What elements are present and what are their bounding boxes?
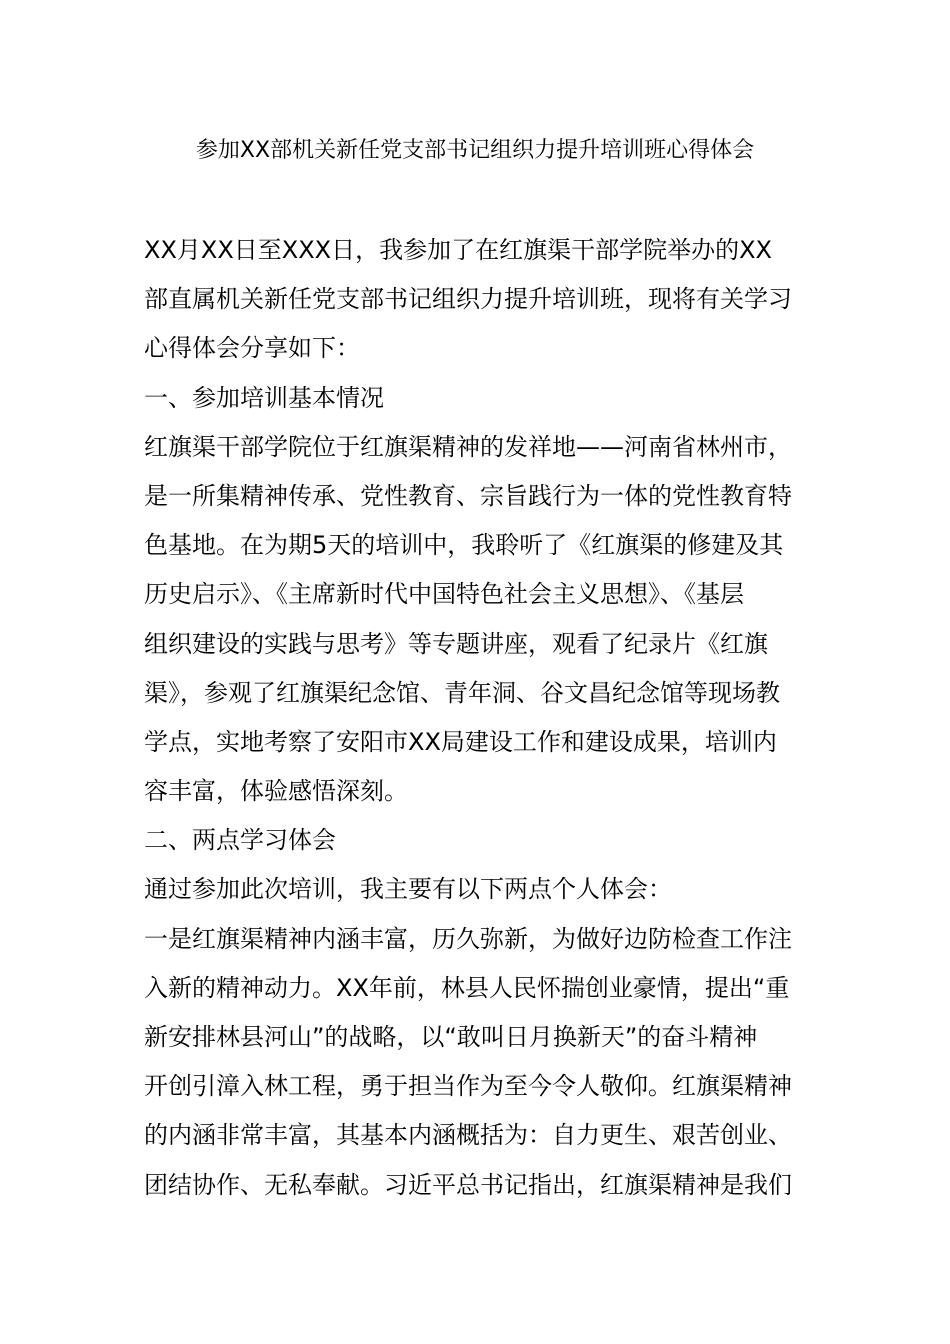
body-line: 历史启示》、《主席新时代中国特色社会主义思想》、《基层 <box>144 580 744 609</box>
section-heading-2: 二、两点学习体会 <box>144 826 336 855</box>
body-line: 是一所集精神传承、党性教育、宗旨践行为一体的党性教育特 <box>144 481 792 510</box>
body-line: 心得体会分享如下： <box>144 334 360 363</box>
body-line: 组织建设的实践与思考》等专题讲座，观看了纪录片《红旗 <box>144 629 768 658</box>
body-line: 团结协作、无私奉献。习近平总书记指出，红旗渠精神是我们 <box>144 1170 792 1199</box>
document-title: 参加XX部机关新任党支部书记组织力提升培训班心得体会 <box>195 138 755 163</box>
body-line: 新安排林县河山”的战略，以“敢叫日月换新天”的奋斗精神 <box>144 1023 758 1051</box>
body-line: 学点，实地考察了安阳市XX局建设工作和建设成果，培训内 <box>144 727 777 756</box>
body-line: 开创引漳入林工程，勇于担当作为至今令人敬仰。红旗渠精神 <box>144 1072 792 1101</box>
body-line: 一是红旗渠精神内涵丰富，历久弥新，为做好边防检查工作注 <box>144 924 792 953</box>
body-line: 红旗渠干部学院位于红旗渠精神的发祥地——河南省林州市， <box>144 432 792 461</box>
body-line: 容丰富，体验感悟深刻。 <box>144 777 408 806</box>
body-line: 色基地。在为期5天的培训中，我聆听了《红旗渠的修建及其 <box>144 531 784 560</box>
section-heading-1: 一、参加培训基本情况 <box>144 383 384 412</box>
body-line: 通过参加此次培训，我主要有以下两点个人体会： <box>144 875 672 904</box>
body-line: 入新的精神动力。XX年前，林县人民怀揣创业豪情，提出“重 <box>144 973 790 1002</box>
body-line: XX月XX日至XXX日，我参加了在红旗渠干部学院举办的XX <box>144 236 772 264</box>
body-line: 部直属机关新任党支部书记组织力提升培训班，现将有关学习 <box>144 285 792 314</box>
document-body <box>144 230 814 1214</box>
body-line: 的内涵非常丰富，其基本内涵概括为：自力更生、艰苦创业、 <box>144 1121 792 1150</box>
body-line: 渠》，参观了红旗渠纪念馆、青年洞、谷文昌纪念馆等现场教 <box>144 678 780 707</box>
